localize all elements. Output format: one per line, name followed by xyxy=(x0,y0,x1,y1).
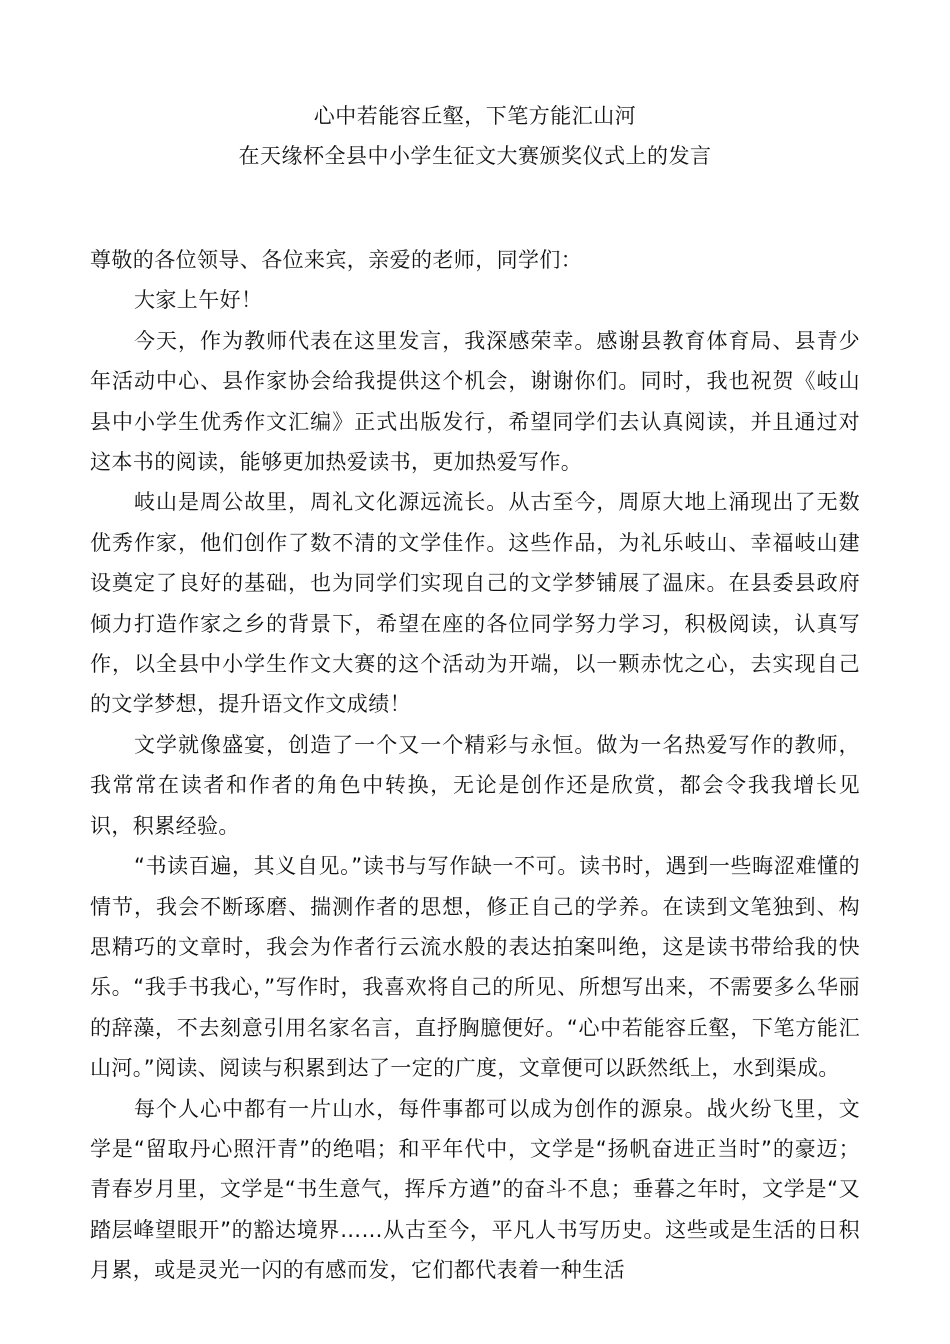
title-block xyxy=(0,96,950,176)
paragraph-landscape: 每个人心中都有一片山水，每件事都可以成为创作的源泉。战火纷飞里，文学是“留取丹心照汗青”的绝唱；和平年代中，文学是“扬帆奋进正当时”的豪迈；青春岁月里，文学是“书生意气，挥斥方遒”的奋斗不息；垂暮之年时，文学是“又踏层峰望眼开”的豁达境界……从古至今，平凡人书写历史。这些或是生活的日积月累，或是灵光一闪的有感而发，它们都代表着一种生活 xyxy=(90,1096,860,1283)
paragraph-thanks: 今天，作为教师代表在这里发言，我深感荣幸。感谢县教育体育局、县青少年活动中心、县作家协会给我提供这个机会，谢谢你们。同时，我也祝贺《岐山县中小学生优秀作文汇编》正式出版发行，希望同学们去认真阅读，并且通过对这本书的阅读，能够更加热爱读书，更加热爱写作。 xyxy=(90,328,860,475)
document-body xyxy=(90,240,860,1291)
salutation: 尊敬的各位领导、各位来宾，亲爱的老师，同学们： xyxy=(90,248,583,272)
document-subtitle: 在天缘杯全县中小学生征文大赛颁奖仪式上的发言 xyxy=(238,144,712,168)
paragraph-greeting: 大家上午好！ xyxy=(134,288,263,313)
paragraph-qishan: 岐山是周公故里，周礼文化源远流长。从古至今，周原大地上涌现出了无数优秀作家，他们创作了数不清的文学佳作。这些作品，为礼乐岐山、幸福岐山建设奠定了良好的基础，也为同学们实现自己的文学梦铺展了温床。在县委县政府倾力打造作家之乡的背景下，希望在座的各位同学努力学习，积极阅读，认真写作，以全县中小学生作文大赛的这个活动为开端，以一颗赤忱之心，去实现自己的文学梦想，提升语文作文成绩！ xyxy=(90,490,860,717)
document-title: 心中若能容丘壑，下笔方能汇山河 xyxy=(313,104,637,128)
paragraph-literature-feast: 文学就像盛宴，创造了一个又一个精彩与永恒。做为一名热爱写作的教师，我常常在读者和作者的角色中转换，无论是创作还是欣赏，都会令我我增长见识，积累经验。 xyxy=(90,732,860,838)
paragraph-reading-writing: “书读百遍，其义自见。”读书与写作缺一不可。读书时，遇到一些晦涩难懂的情节，我会不断琢磨、揣测作者的思想，修正自己的学养。在读到文笔独到、构思精巧的文章时，我会为作者行云流水般的表达拍案叫绝，这是读书带给我的快乐。“我手书我心，”写作时，我喜欢将自己的所见、所想写出来，不需要多么华丽的辞藻，不去刻意引用名家名言，直抒胸臆便好。“心中若能容丘壑，下笔方能汇山河。”阅读、阅读与积累到达了一定的广度，文章便可以跃然纸上，水到渠成。 xyxy=(90,854,860,1081)
